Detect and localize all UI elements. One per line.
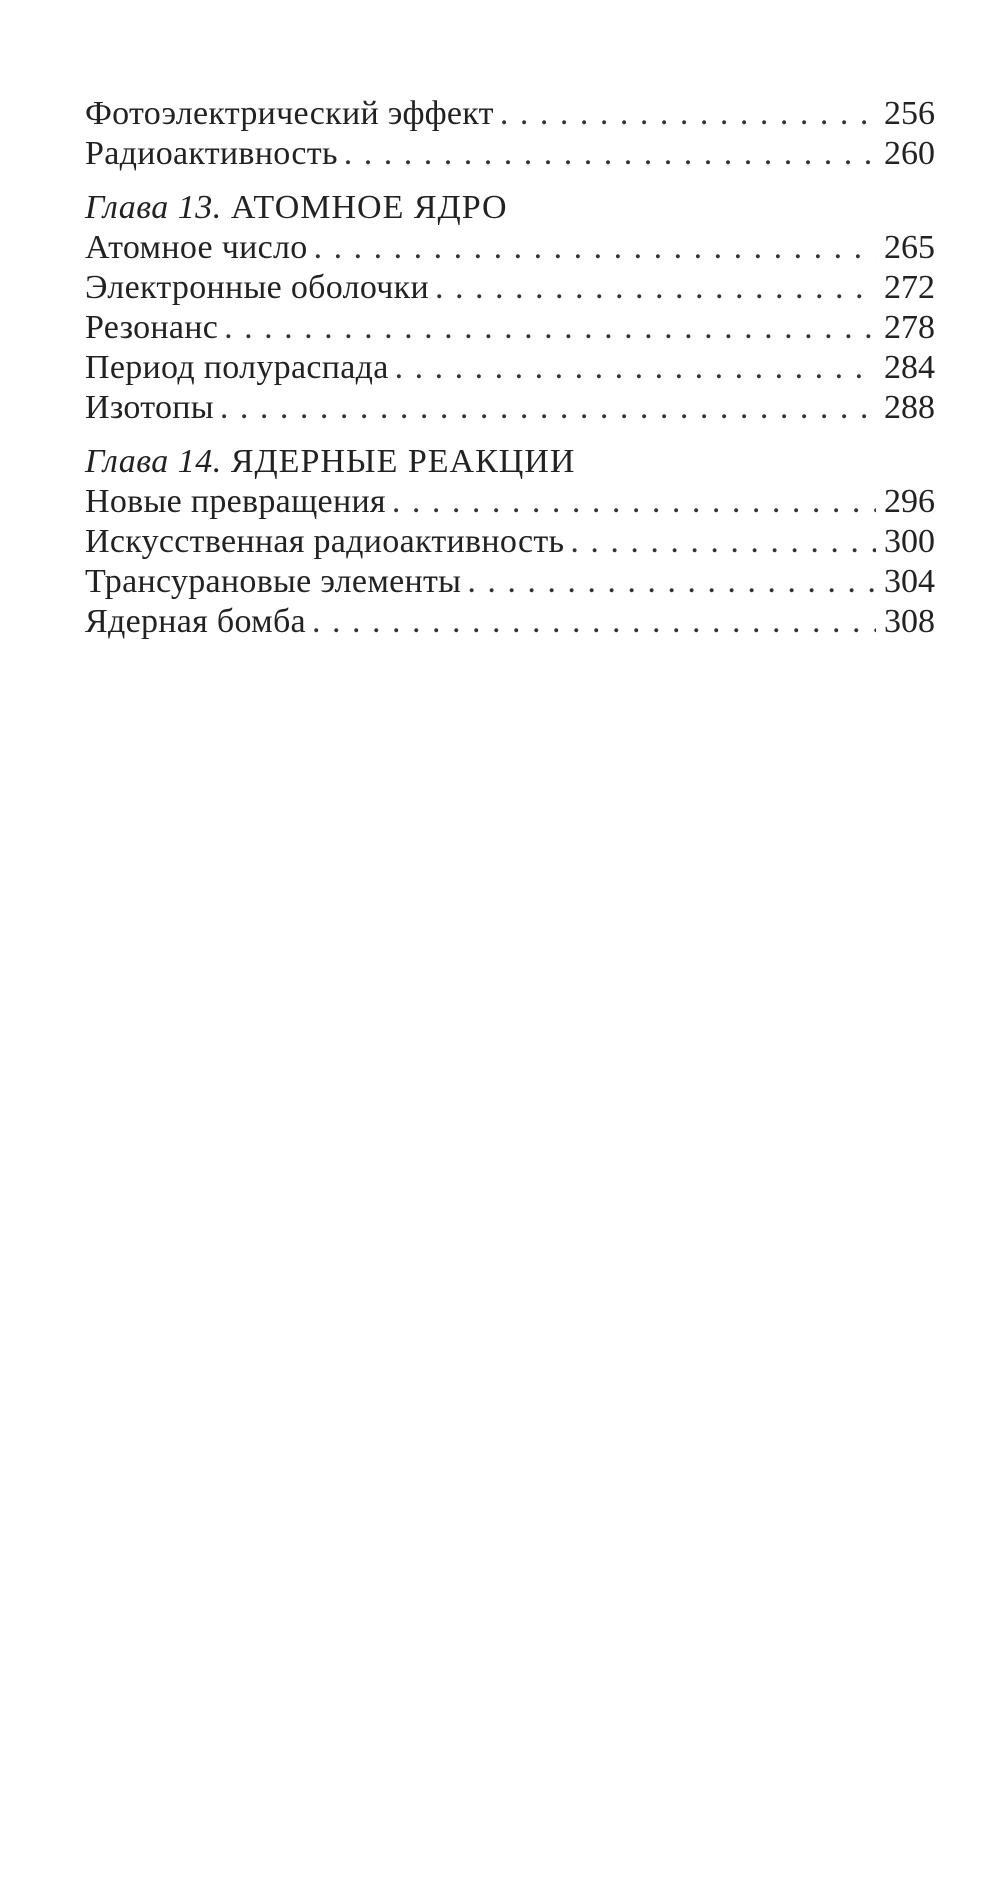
toc-entry <box>85 482 935 522</box>
dot-leader <box>312 602 876 642</box>
chapter-title: АТОМНОЕ ЯДРО <box>230 189 508 226</box>
dot-leader <box>395 348 876 388</box>
chapter-number: Глава 14. <box>85 443 222 480</box>
toc-entry-page: 260 <box>884 135 935 172</box>
toc-entry-title: Искусственная радиоактивность <box>85 523 565 560</box>
toc-entry <box>85 308 935 348</box>
toc-entry <box>85 134 935 174</box>
toc-entry-page: 288 <box>884 389 935 426</box>
toc-entry <box>85 94 935 134</box>
toc-entry-title: Резонанс <box>85 309 219 346</box>
table-of-contents <box>85 94 935 642</box>
toc-entry-title: Радиоактивность <box>85 135 338 172</box>
toc-entry <box>85 348 935 388</box>
dot-leader <box>344 134 876 174</box>
toc-entry <box>85 602 935 642</box>
dot-leader <box>467 562 876 602</box>
toc-section-chapter-14 <box>85 442 935 642</box>
dot-leader <box>500 94 876 134</box>
chapter-heading <box>85 442 935 482</box>
toc-entry-title: Изотопы <box>85 389 214 426</box>
chapter-title: ЯДЕРНЫЕ РЕАКЦИИ <box>230 443 576 480</box>
toc-entry-title: Фотоэлектрический эффект <box>85 95 494 132</box>
chapter-number: Глава 13. <box>85 189 222 226</box>
toc-entry-page: 300 <box>884 523 935 560</box>
toc-entry <box>85 388 935 428</box>
toc-entry-page: 308 <box>884 603 935 640</box>
dot-leader <box>435 268 876 308</box>
dot-leader <box>570 522 876 562</box>
chapter-heading <box>85 188 935 228</box>
toc-entry-page: 284 <box>884 349 935 386</box>
toc-entry <box>85 228 935 268</box>
toc-section-continued <box>85 94 935 174</box>
toc-entry-page: 256 <box>884 95 935 132</box>
toc-entry <box>85 522 935 562</box>
toc-section-chapter-13 <box>85 188 935 428</box>
toc-entry-title: Атомное число <box>85 229 308 266</box>
toc-entry-page: 265 <box>884 229 935 266</box>
toc-entry-title: Трансурановые элементы <box>85 563 462 600</box>
toc-entry <box>85 268 935 308</box>
toc-entry-title: Ядерная бомба <box>85 603 306 640</box>
dot-leader <box>314 228 876 268</box>
toc-entry-page: 304 <box>884 563 935 600</box>
toc-entry-title: Электронные оболочки <box>85 269 429 306</box>
toc-entry-page: 272 <box>884 269 935 306</box>
toc-entry <box>85 562 935 602</box>
toc-entry-page: 296 <box>884 483 935 520</box>
dot-leader <box>224 308 876 348</box>
toc-entry-title: Период полураспада <box>85 349 389 386</box>
dot-leader <box>220 388 876 428</box>
toc-entry-title: Новые превращения <box>85 483 386 520</box>
dot-leader <box>392 482 876 522</box>
toc-entry-page: 278 <box>884 309 935 346</box>
